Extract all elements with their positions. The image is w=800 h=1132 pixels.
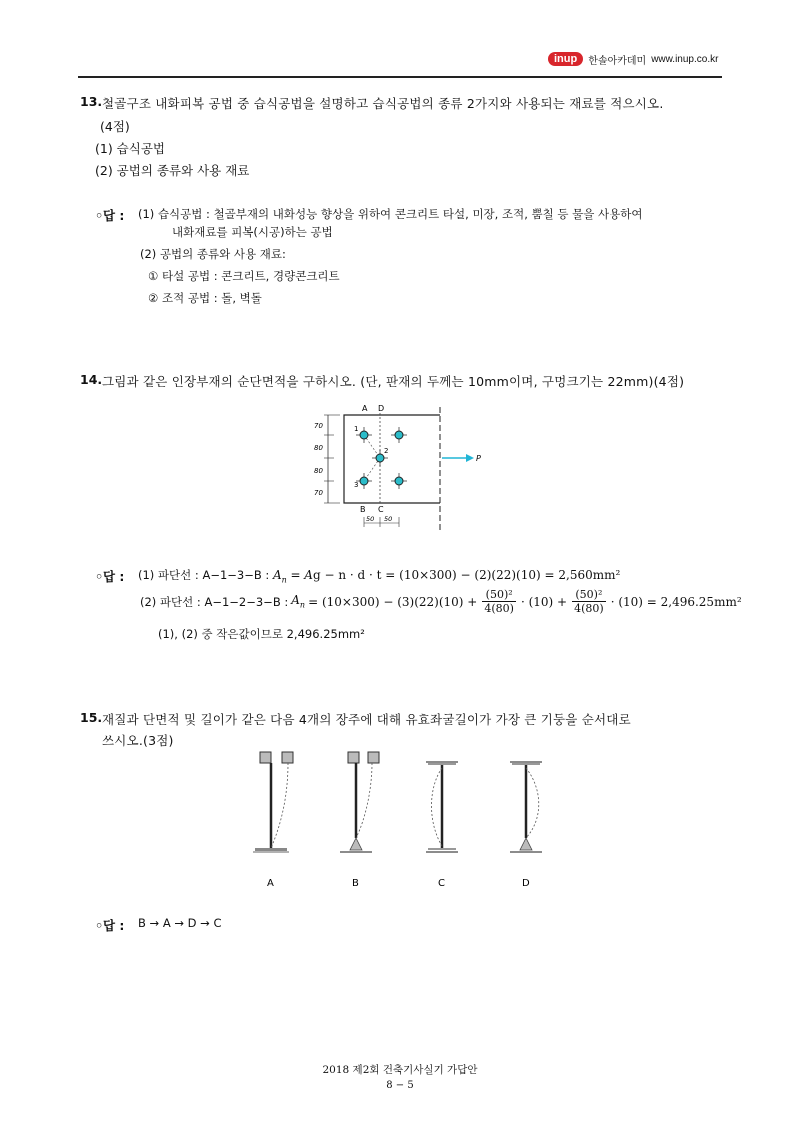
- dim-v4: 70: [314, 489, 323, 497]
- line2-math-a: = (10×300) − (3)(22)(10) +: [308, 594, 478, 609]
- inup-logo: inup: [548, 52, 583, 66]
- column-label-A: A: [267, 878, 274, 889]
- q13-answer-2-1: ① 타설 공법 : 콘크리트, 경량콘크리트: [148, 269, 340, 283]
- q13-answer-label: ◦답 :: [95, 208, 125, 223]
- q13-answer-2-2: ② 조적 공법 : 돌, 벽돌: [148, 291, 262, 305]
- load-label: P: [476, 454, 481, 463]
- q14-text: 그림과 같은 인장부재의 순단면적을 구하시오. (단, 판재의 두께는 10mm이며, 구멍크기는 22mm)(4점): [102, 374, 685, 389]
- q15-text-b: 쓰시오.(3점): [102, 733, 174, 748]
- column-D: [510, 762, 542, 852]
- header: [548, 50, 718, 68]
- footer-title: 2018 제2회 건축기사실기 가답안: [322, 1064, 478, 1076]
- q14-answer-line2: [140, 588, 742, 615]
- header-divider: [78, 76, 722, 78]
- dim-v3: 80: [314, 467, 323, 475]
- bolt-hole-1b: [391, 427, 407, 443]
- header-brand: 한솔아카데미: [588, 55, 647, 67]
- line2-math-b: · (10) +: [520, 594, 568, 609]
- columns-figure: [250, 748, 550, 893]
- q14-answer-label: ◦답 :: [95, 569, 125, 584]
- column-label-C: C: [438, 878, 445, 889]
- q14-answer-line1: [138, 567, 620, 584]
- q13-answer-1b: 내화재료를 피복(시공)하는 공법: [172, 225, 333, 239]
- q13-text: 철골구조 내화피복 공법 중 습식공법을 설명하고 습식공법의 종류 2가지와 사용되는 재료를 적으시오.: [102, 96, 664, 111]
- line1-math: = 𝐴g − n · d · t = (10×300) − (2)(22)(10) = 2,560mm²: [290, 568, 621, 582]
- q15-text-a: 재질과 단면적 및 길이가 같은 다음 4개의 장주에 대해 유효좌굴길이가 가장 큰 기둥을 순서대로: [102, 712, 631, 727]
- label-D: D: [378, 404, 385, 413]
- column-A: [253, 752, 293, 852]
- line2-fraction-1: $\frac{\text{(50)²}}{4(80)}$: [484, 588, 514, 615]
- column-label-D: D: [522, 878, 530, 889]
- line2-math-c: · (10) = 2,496.25mm²: [610, 594, 742, 609]
- label-B: B: [360, 505, 366, 514]
- q13-sub1: (1) 습식공법: [95, 141, 165, 156]
- column-C: [426, 762, 458, 852]
- column-label-B: B: [352, 878, 359, 889]
- q13-points: (4점): [100, 119, 130, 134]
- dim-h1: 50: [366, 515, 375, 523]
- hole-label-2: 2: [384, 447, 389, 455]
- label-C: C: [378, 505, 384, 514]
- line1-prefix: (1) 파단선 : A−1−3−B :: [138, 568, 270, 582]
- column-B: [340, 752, 379, 852]
- label-A: A: [362, 404, 368, 413]
- dim-v2: 80: [314, 444, 323, 452]
- q13-answer-1a: (1) 습식공법 : 철골부재의 내화성능 향상을 위하여 콘크리트 타설, 미장, 조적, 뿜칠 등 물을 사용하여: [138, 207, 643, 221]
- line2-fraction-2: $\frac{\text{(50)²}}{4(80)}$: [574, 588, 604, 615]
- q15-answer: B → A → D → C: [138, 916, 222, 930]
- bolt-hole-3b: [391, 473, 407, 489]
- footer-page: 8 − 5: [386, 1080, 414, 1091]
- line2-An: $A_n$: [291, 593, 306, 610]
- header-url: www.inup.co.kr: [651, 53, 719, 65]
- dim-v1: 70: [314, 422, 323, 430]
- q15-number: 15.: [80, 710, 103, 725]
- line2-prefix: (2) 파단선 : A−1−2−3−B :: [140, 594, 289, 609]
- q14-conclusion: (1), (2) 중 작은값이므로 2,496.25mm²: [158, 627, 365, 641]
- q13-sub2: (2) 공법의 종류와 사용 재료: [95, 163, 250, 178]
- q13-number: 13.: [80, 94, 103, 109]
- q13-answer-2: (2) 공법의 종류와 사용 재료:: [140, 247, 286, 261]
- q14-number: 14.: [80, 372, 103, 387]
- hole-label-1: 1: [354, 425, 359, 433]
- dim-h2: 50: [384, 515, 393, 523]
- q15-answer-label: ◦답 :: [95, 918, 125, 933]
- tension-member-figure: [300, 395, 500, 535]
- hole-label-3: 3: [354, 481, 359, 489]
- line1-An: $A_n$: [272, 568, 287, 585]
